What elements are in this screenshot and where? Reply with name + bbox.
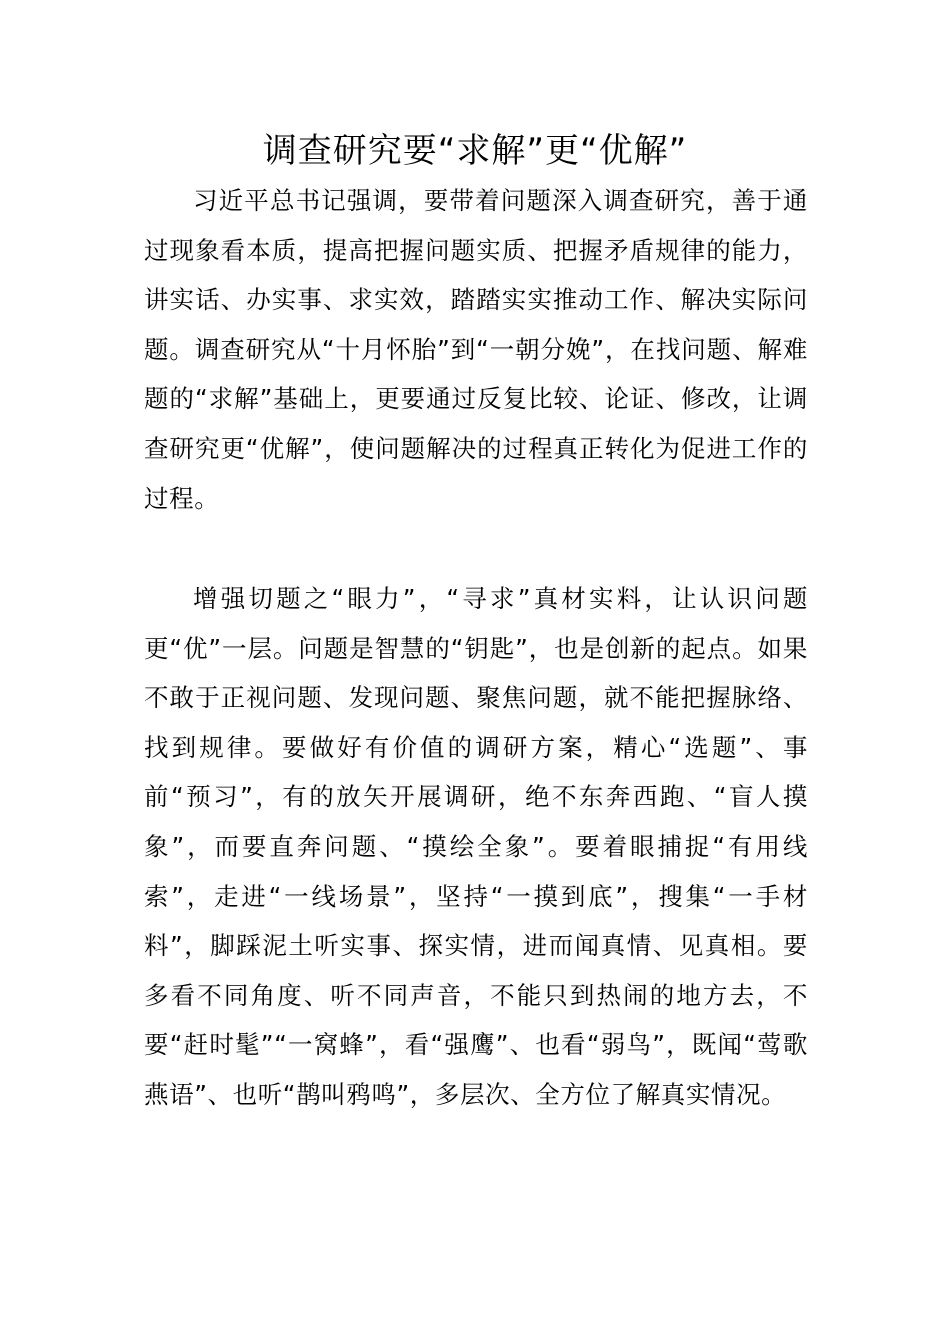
paragraph-2: 增强切题之“眼力”，“寻求”真材实料，让认识问题更“优”一层。问题是智慧的“钥匙”，也是创新的起点。如果不敢于正视问题、发现问题、聚焦问题，就不能把握脉络、找到规律。要做好有价值的调研方案，精心“选题”、事前“预习”，有的放矢开展调研，绝不东奔西跑、“盲人摸象”，而要直奔问题、“摸绘全象”。要着眼捕捉“有用线索”，走进“一线场景”，坚持“一摸到底”，搜集“一手材料”，脚踩泥土听实事、探实情，进而闻真情、见真相。要多看不同角度、听不同声音，不能只到热闹的地方去，不要“赶时髦”“一窝蜂”，看“强鹰”、也看“弱鸟”，既闻“莺歌燕语”、也听“鹊叫鸦鸣”，多层次、全方位了解真实情况。 [144, 584, 808, 1109]
document-title: 调查研究要“求解”更“优解” [262, 131, 688, 171]
paragraph-1: 习近平总书记强调，要带着问题深入调查研究，善于通过现象看本质，提高把握问题实质、把握矛盾规律的能力，讲实话、办实事、求实效，踏踏实实推动工作、解决实际问题。调查研究从“十月怀胎”到“一朝分娩”，在找问题、解难题的“求解”基础上，更要通过反复比较、论证、修改，让调查研究更“优解”，使问题解决的过程真正转化为促进工作的过程。 [144, 186, 808, 513]
